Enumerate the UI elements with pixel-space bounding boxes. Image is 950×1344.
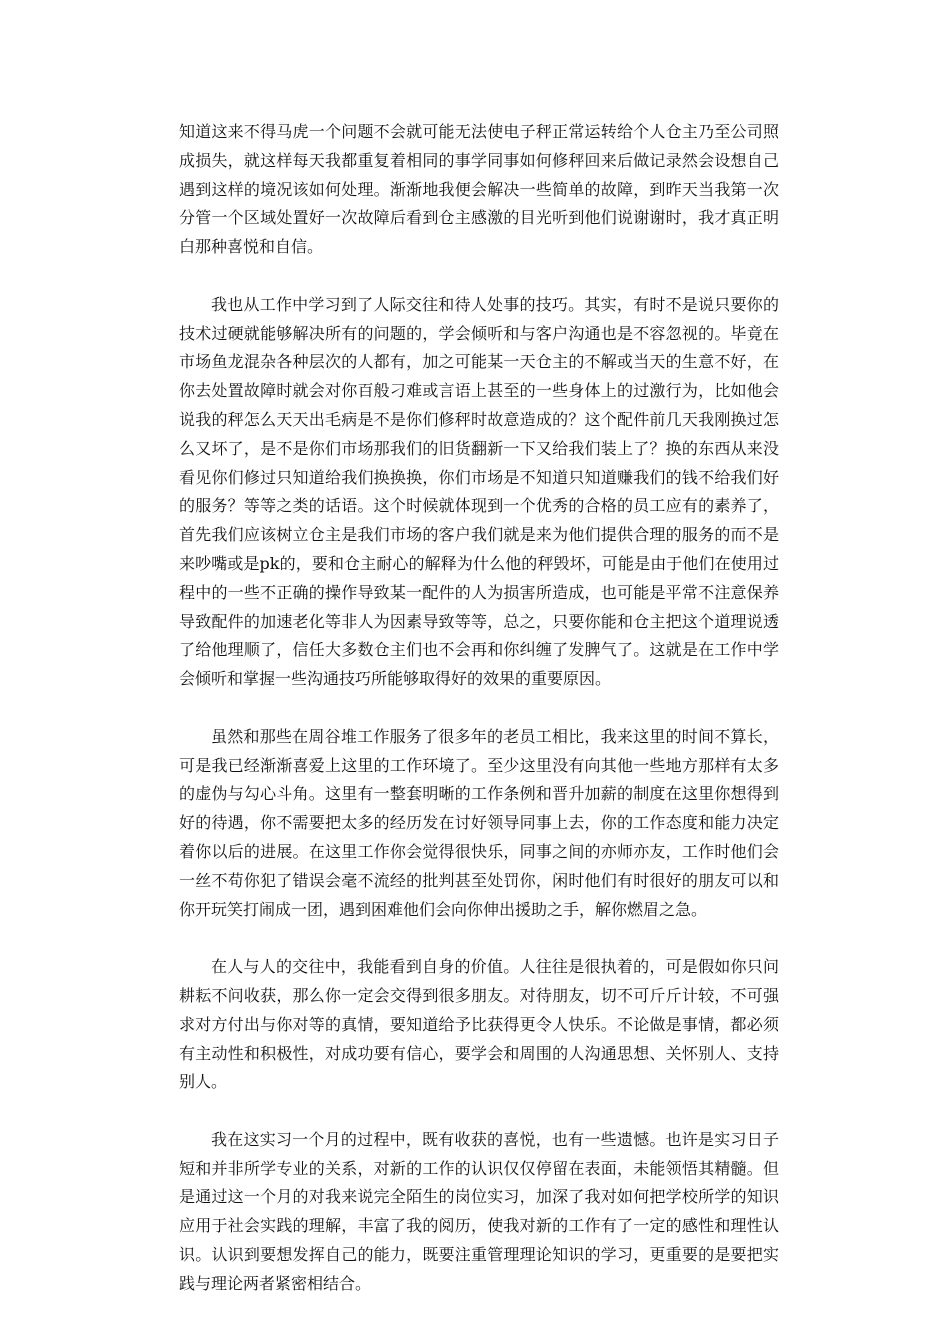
- paragraph-3: 虽然和那些在周谷堆工作服务了很多年的老员工相比，我来这里的时间不算长，可是我已经渐渐喜爱上这里的工作环境了。至少这里没有向其他一些地方那样有太多的虚伪与勾心斗角。这里有一整套明晰的工作条例和晋升加薪的制度在这里你想得到好的待遇，你不需要把太多的经历发在讨好领导同事上去，你的工作态度和能力决定着你以后的进展。在这里工作你会觉得很快乐，同事之间的亦师亦友，工作时他们会一丝不苟你犯了错误会毫不流经的批判甚至处罚你，闲时他们有时很好的朋友可以和你开玩笑打闹成一团，遇到困难他们会向你伸出援助之手，解你燃眉之急。: [179, 726, 779, 919]
- paragraph-4: 在人与人的交往中，我能看到自身的价值。人往往是很执着的，可是假如你只问耕耘不问收获，那么你一定会交得到很多朋友。对待朋友，切不可斤斤计较，不可强求对方付出与你对等的真情，要知道给予比获得更令人快乐。不论做是事情，都必须有主动性和积极性，对成功要有信心，要学会和周围的人沟通思想、关怀别人、支持别人。: [179, 957, 779, 1092]
- paragraph-5: 我在这实习一个月的过程中，既有收获的喜悦，也有一些遗憾。也许是实习日子短和并非所学专业的关系，对新的工作的认识仅仅停留在表面，未能领悟其精髓。但是通过这一个月的对我来说完全陌生的岗位实习，加深了我对如何把学校所学的知识应用于社会实践的理解，丰富了我的阅历，使我对新的工作有了一定的感性和理性认识。认识到要想发挥自己的能力，既要注重管理理论知识的学习，更重要的是要把实践与理论两者紧密相结合。: [179, 1129, 779, 1293]
- paragraph-2: 我也从工作中学习到了人际交往和待人处事的技巧。其实，有时不是说只要你的技术过硬就能够解决所有的问题的，学会倾听和与客户沟通也是不容忽视的。毕竟在市场鱼龙混杂各种层次的人都有，加之可能某一天仓主的不解或当天的生意不好，在你去处置故障时就会对你百般刁难或言语上甚至的一些身体上的过激行为，比如他会说我的秤怎么天天出毛病是不是你们修秤时故意造成的？这个配件前几天我刚换过怎么又坏了，是不是你们市场那我们的旧货翻新一下又给我们装上了？换的东西从来没看见你们修过只知道给我们换换换，你们市场是不知道只知道赚我们的钱不给我们好的服务？等等之类的话语。这个时候就体现到一个优秀的合格的员工应有的素养了，首先我们应该树立仓主是我们市场的客户我们就是来为他们提供合理的服务的而不是来吵嘴或是pk的，要和仓主耐心的解释为什么他的秤毁坏，可能是由于他们在使用过程中的一些不正确的操作导致某一配件的人为损害所造成，也可能是平常不注意保养导致配件的加速老化等非人为因素导致等等，总之，只要你能和仓主把这个道理说透了给他理顺了，信任大多数仓主们也不会再和你纠缠了发脾气了。这就是在工作中学会倾听和掌握一些沟通技巧所能够取得好的效果的重要原因。: [179, 294, 779, 689]
- paragraph-1: 知道这来不得马虎一个问题不会就可能无法使电子秤正常运转给个人仓主乃至公司照成损失，就这样每天我都重复着相同的事学同事如何修秤回来后做记录然会设想自己遇到这样的境况该如何处理。渐渐地我便会解决一些简单的故障，到昨天当我第一次分管一个区域处置好一次故障后看到仓主感激的目光听到他们说谢谢时，我才真正明白那种喜悦和自信。: [179, 122, 779, 257]
- document-body: [179, 118, 779, 1327]
